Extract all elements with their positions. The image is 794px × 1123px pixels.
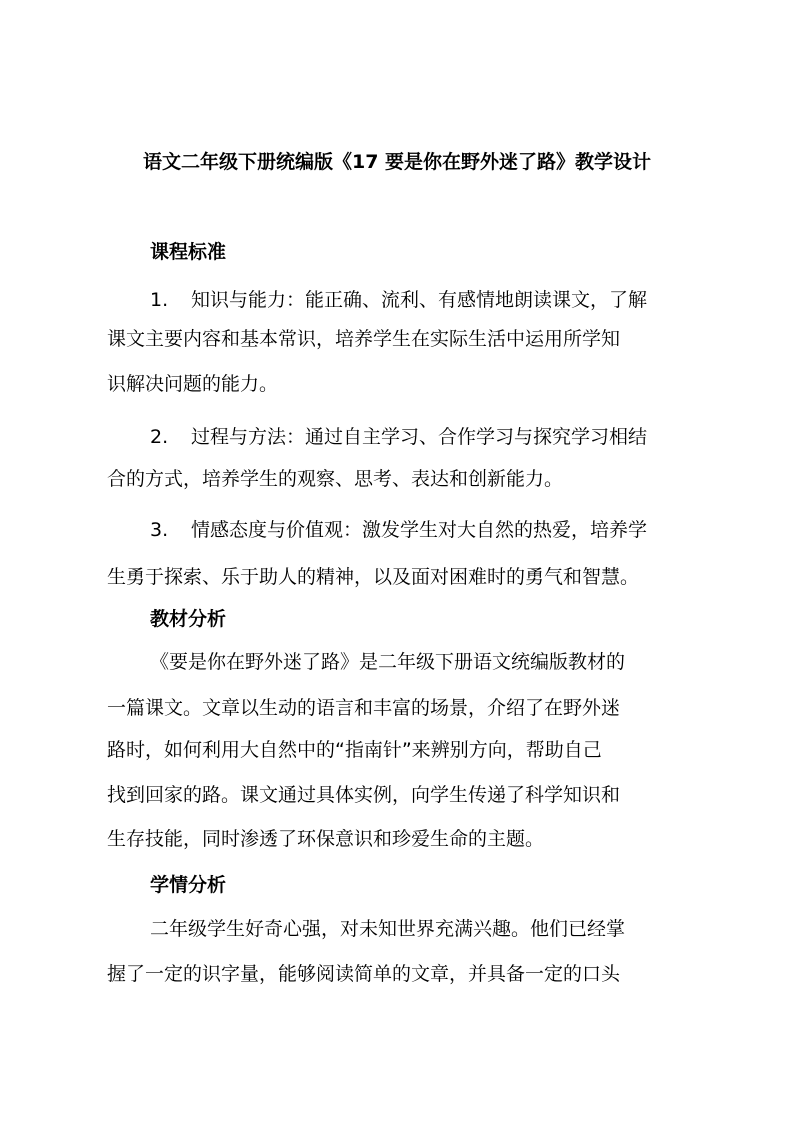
paragraph-line: 生存技能，同时渗透了环保意识和珍爱生命的主题。 (107, 828, 545, 850)
section-heading-student-analysis: 学情分析 (150, 874, 227, 896)
item-number: 2. (150, 426, 169, 448)
paragraph-line: 知识与能力：能正确、流利、有感情地朗读课文，了解 (191, 289, 648, 311)
paragraph-line: 握了一定的识字量，能够阅读简单的文章，并具备一定的口头 (107, 963, 621, 985)
paragraph-line: 过程与方法：通过自主学习、合作学习与探究学习相结 (191, 426, 648, 448)
paragraph-line: 课文主要内容和基本常识，培养学生在实际生活中运用所学知 (107, 328, 621, 350)
item-1-first-line (150, 284, 647, 316)
paragraph-line: 路时，如何利用大自然中的“指南针”来辨别方向，帮助自己 (107, 739, 602, 761)
document-title: 语文二年级下册统编版《17 要是你在野外迷了路》教学设计 (142, 151, 652, 173)
paragraph-line: 二年级学生好奇心强，对未知世界充满兴趣。他们已经掌 (150, 918, 626, 940)
paragraph-line: 找到回家的路。课文通过具体实例，向学生传递了科学知识和 (107, 784, 621, 806)
paragraph-line: 情感态度与价值观：激发学生对大自然的热爱，培养学 (191, 519, 648, 541)
item-3-first-line (150, 514, 647, 546)
item-2-first-line (150, 421, 647, 453)
section-heading-curriculum: 课程标准 (150, 241, 227, 263)
paragraph-line: 《要是你在野外迷了路》是二年级下册语文统编版教材的 (150, 651, 626, 673)
item-number: 3. (150, 519, 169, 541)
paragraph-line: 生勇于探索、乐于助人的精神，以及面对困难时的勇气和智慧。 (107, 566, 640, 588)
item-number: 1. (150, 289, 169, 311)
paragraph-line: 合的方式，培养学生的观察、思考、表达和创新能力。 (107, 468, 564, 490)
paragraph-line: 识解决问题的能力。 (107, 373, 279, 395)
paragraph-line: 一篇课文。文章以生动的语言和丰富的场景，介绍了在野外迷 (107, 697, 621, 719)
section-heading-textbook-analysis: 教材分析 (150, 608, 227, 630)
